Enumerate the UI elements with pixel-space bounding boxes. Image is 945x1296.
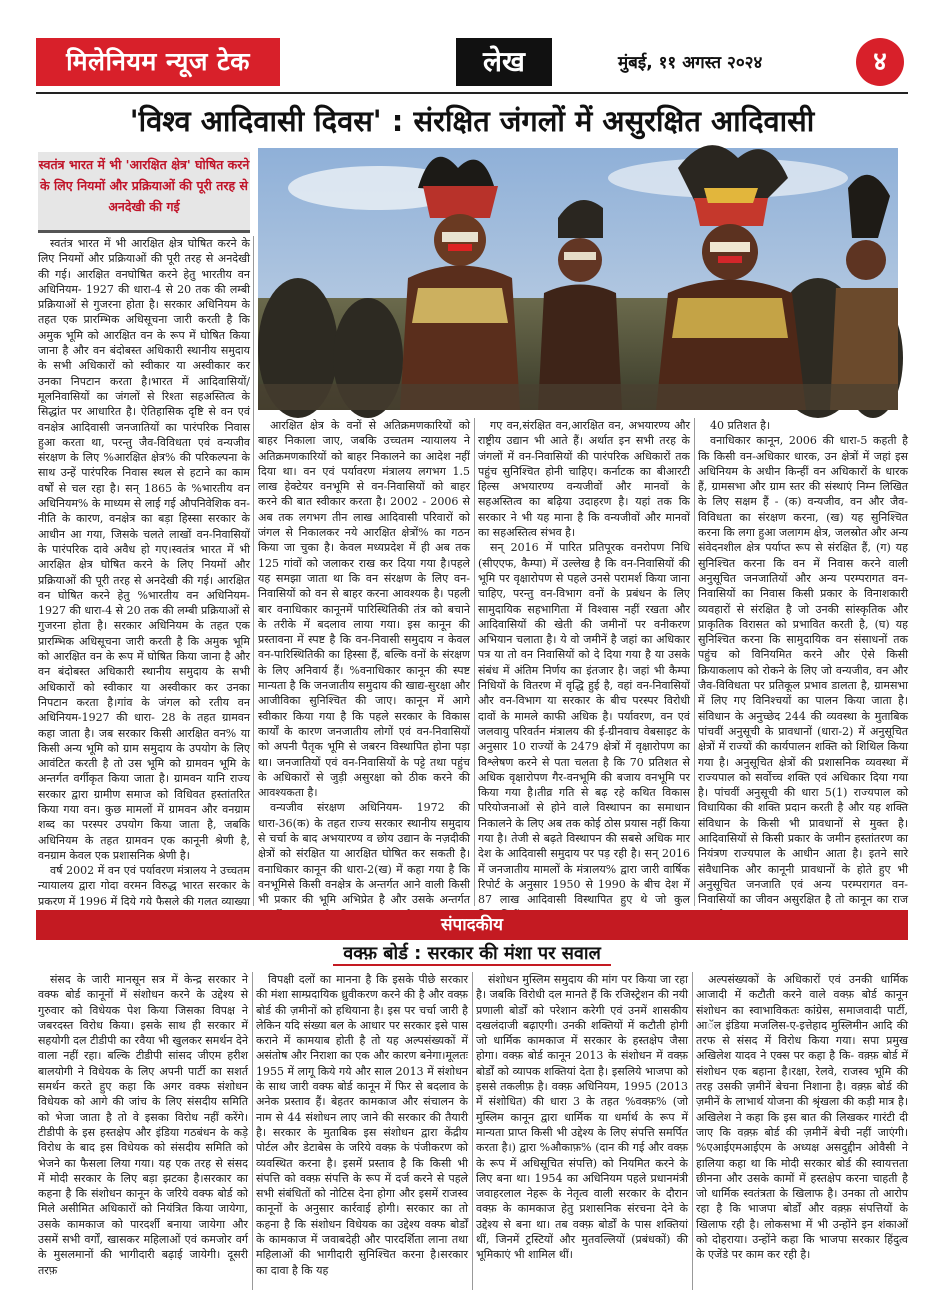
article-paragraph: आरक्षित क्षेत्र के वनों से अतिक्रमणकारियों को बाहर निकाला जाए, जबकि उच्चतम न्यायालय ने अतिक्रमणकारियों को बाहर निकालने का आदेश नहीं दिया था। वन एवं पर्यावरण मंत्रालय लगभग 1.5 लाख हेक्टेयर वनभूमि से वन-निवासियों को बाहर करने की बात स्वीकार करता है। 2002 - 2006 से अब तक लगभग तीन लाख आदिवासी परिवारों को जंगल से निकालकर नये आरक्षित क्षेत्रों% का गठन किया जा चुका है। केवल मध्यप्रदेश में ही अब तक 125 गांवों को जलाकर राख कर दिया गया है।पहले यह समझा जाता था कि वन संरक्षण के लिए वन-निवासियों को वन से बाहर करना आवश्यक है। पहली बार वनाधिकार कानूनमें पारिस्थितिकी तंत्र को बचाने के तरीके में बदलाव लाया गया। इस कानून की प्रस्तावना में स्पष्ट है कि वन-निवासी समुदाय न केवल वन-पारिस्थितिकी का हिस्सा हैं, बल्कि वनों के संरक्षण के लिए अनिवार्य हैं। %वनाधिकार कानून की स्पष्ट मान्यता है कि जनजातीय समुदाय की खाद्य-सुरक्षा और आजीविका सुनिश्चित की जाए। कानून में आगे स्वीकार किया गया है कि पहले सरकार के विकास कार्यों के कारण जनजातीय लोगों एवं वन-निवासियों को अपनी पैतृक भूमि से जबरन विस्थापित होना पड़ा था। जनजातियों एवं वन-निवासियों के पट्टे तथा पहुंच के अधिकारों से जुड़ी असुरक्षा को ठीक करने की आवश्यकता है।: [258, 419, 470, 800]
article-column-2: [258, 418, 470, 906]
column-divider: [252, 972, 253, 1290]
editorial-paragraph: विपक्षी दलों का मानना है कि इसके पीछे सरकार की मंशा साम्प्रदायिक ध्रुवीकरण करने की है और वक्फ़ बोर्ड की ज़मीनों को हथियाना है। इस पर चर्चा जारी है लेकिन यदि संख्या बल के आधार पर सरकार इसे पास कराने में कामयाब होती है तो यह अल्पसंख्यकों में असंतोष और निराशा का एक और कारण बनेगा।मूलतः 1955 में लागू किये गये और साल 2013 में संशोधन के साथ जारी वक्फ बोर्ड कानून में फिर से बदलाव के अनेक प्रस्ताव हैं। बेहतर कामकाज और संचालन के नाम से 44 संशोधन लाए जाने की सरकार की तैयारी है। सरकार के मुताबिक इस संशोधन द्वारा केंद्रीय पोर्टल और डेटाबेस के जरिये वक्फ़ के पंजीकरण को व्यवस्थित करना है। इसमें प्रस्ताव है कि किसी भी संपत्ति को वक्फ़ संपत्ति के रूप में दर्ज करने से पहले सभी संबंधितों को नोटिस देना होगा और इसमें राजस्व कानूनों के अनुसार कार्रवाई होगी। सरकार का तो कहना है कि संशोधन विधेयक का उद्देश्य वक्फ बोर्डों के कामकाज में जवाबदेही और पारदर्शिता लाना तथा महिलाओं की भागीदारी सुनिश्चित करना है।सरकार का दावा है कि यह: [256, 973, 468, 1277]
editorial-column-3: [476, 972, 688, 1290]
article-paragraph: स्वतंत्र भारत में भी आरक्षित क्षेत्र घोषित करने के लिए नियमों और प्रक्रियाओं की पूरी तरह से अनदेखी की गई। आरक्षित वनघोषित करने हेतु भारतीय वन अधिनियम- 1927 की धारा-4 से 20 तक की लम्बी प्रक्रियाओं से गुजरना होता है। सरकार अधिनियम के तहत एक प्रारम्भिक अधिसूचना जारी करती है कि अमुक भूमि को आरक्षित वन के रूप में घोषित किया जाना है और वन बंदोबस्त अधिकारी स्थानीय समुदाय के सभी अधिकारों को स्वीकार या अस्वीकार कर उनका निपटान करता है।भारत में आदिवासियों/मूलनिवासियों का जंगलों से रिश्ता सहअस्तित्व के सिद्धांत पर आधारित है। ऐतिहासिक दृष्टि से वन एवं वनक्षेत्र आदिवासी जनजातियों का पारंपरिक निवास हुआ करता था, परन्तु जैव-विविधता एवं वन्यजीव संरक्षण के लिए %आरक्षित क्षेत्र% की परिकल्पना के साथ उन्हें पारंपरिक निवास स्थल से हटाने का काम वर्षों से चल रहा है। सन् 1865 के %भारतीय वन अधिनियम% के माध्यम से लाई गई औपनिवेशिक वन-नीति के कारण, वनक्षेत्र का बड़ा हिस्सा सरकार के आधीन आ गया, जिसके चलते लाखों वन-निवासियों के पारंपरिक दावे अवैध हो गए।स्वतंत्र भारत में भी आरक्षित क्षेत्र घोषित करने के लिए नियमों और प्रक्रियाओं की पूरी तरह से अनदेखी की गई। आरक्षित वन घोषित करने हेतु %भारतीय वन अधिनियम- 1927 की धारा-4 से 20 तक की लम्बी प्रक्रियाओं से गुजरना होता है। सरकार अधिनियम के तहत एक प्रारम्भिक अधिसूचना जारी करती है कि अमुक भूमि को आरक्षित वन के रूप में घोषित किया जाना है और वन बंदोबस्त अधिकारी स्थानीय समुदाय के सभी अधिकारों को स्वीकार या अस्वीकार कर उनका निपटान करता है।गांव के जंगल को रतीय वन अधिनियम-1927 की धारा- 28 के तहत ग्रामवन कहा जाता है। जब सरकार किसी आरक्षित वन% या किसी अन्य भूमि को ग्राम समुदाय के उपयोग के लिए आवंटित करती है तो उस भूमि को ग्रामवन भूमि के अन्तर्गत वर्गीकृत किया जाता है। ग्रामवन यानि राज्य सरकार द्वारा ग्रामीण समाज को विधिवत हस्तांतरित किया गया वन। कुछ मामलों में ग्रामवन और वनग्राम शब्द का परस्पर उपयोग किया जाता है, जबकि अधिनियम के तहत ग्रामवन एक कानूनी श्रेणी है, वनग्राम केवल एक प्रशासनिक श्रेणी है।: [38, 237, 250, 862]
article-column-4: [698, 418, 908, 906]
article-paragraph: सन् 2016 में पारित प्रतिपूरक वनरोपण निधि (सीएएफ, कैम्पा) में उल्लेख है कि वन-निवासियों की भूमि पर वृक्षारोपण से पहले उनसे परामर्श किया जाना चाहिए, परन्तु वन-विभाग वनों के प्रबंधन के लिए सामुदायिक सहभागिता में विश्वास नहीं रखता और आदिवासियों की खेती की जमीनों पर वनीकरण अभियान चलाता है। ये वो जमीनें है जहां का अधिकार पत्र या तो वन निवासियों को दे दिया गया है या उसके संबंध में अंतिम निर्णय का इंतजार है। जहां भी कैम्पा निधियों के वितरण में वृद्धि हुई है, वहां वन-निवासियों और वन-विभाग या सरकार के बीच परस्पर विरोधी दावों के मामले काफी अधिक है। पर्यावरण, वन एवं जलवायु परिवर्तन मंत्रालय की ई-ग्रीनवाच वेबसाइट के अनुसार 10 राज्यों के 2479 क्षेत्रों में वृक्षारोपण का विश्लेषण करने से पता चलता है कि 70 प्रतिशत से अधिक वृक्षारोपण गैर-वनभूमि की बजाय वनभूमि पर किया गया है।तीव्र गति से बढ़ रहे कथित विकास परियोजनाओं से होने वाले विस्थापन का समाधान निकालने के लिए अब तक कोई ठोस प्रयास नहीं किया गया है। तेजी से बढ़ते विस्थापन की सबसे अधिक मार देश के आदिवासी समुदाय पर पड़ रही है। सन् 2016 में जनजातीय मामलों के मंत्रालय% द्वारा जारी वार्षिक रिपोर्ट के अनुसार 1950 से 1990 के बीच देश में 87 लाख आदिवासी विस्थापित हुए थे जो कुल: [478, 541, 690, 907]
column-divider: [472, 972, 473, 1290]
article-photo: [258, 148, 898, 410]
column-divider: [694, 418, 695, 906]
editorial-paragraph: संशोधन मुस्लिम समुदाय की मांग पर किया जा रहा है। जबकि विरोधी दल मानते हैं कि रजिस्ट्रेशन की नयी प्रणाली बोर्डों को परेशान करेगी एवं उनमें शासकीय दखलंदाजी बढ़ाएगी। उनकी शक्तियों में कटौती होगी जो धार्मिक कामकाज में सरकार के हस्तक्षेप जैसा होगा। वक्फ़ बोर्ड कानून 2013 के संशोधन में वक्फ़ बोर्डों को व्यापक शक्तियां देता है। इसलिये भाजपा को इससे तकलीफ़ है। वक्फ़ अधिनियम, 1995 (2013 में संशोधित) की धारा 3 के तहत %वक्फ़% (जो मुस्लिम कानून द्वारा धार्मिक या धर्मार्थ के रूप में मान्यता प्राप्त किसी भी उद्देश्य के लिए संपत्ति समर्पित करता है।) द्वारा %औकाफ़% (दान की गई और वक्फ़ के रूप में अधिसूचित संपत्ति) को नियमित करने के लिए बना था। 1954 का अधिनियम पहले प्रधानमंत्री जवाहरलाल नेहरू के नेतृत्व वाली सरकार के दौरान वक्फ़ के कामकाज हेतु प्रशासनिक संरचना देने के उद्देश्य से बना था। तब वक्फ़ बोर्डों के पास शक्तियां थीं, जिनमें ट्रस्टियों और मुतवल्लियों (प्रबंधकों) की भूमिकाएं भी शामिल थीं।: [476, 973, 688, 1262]
masthead-divider: [36, 92, 908, 94]
editorial-paragraph: संसद के जारी मानसून सत्र में केन्द्र सरकार ने वक्फ बोर्ड कानूनों में संशोधन करने के उद्देश्य से गुरुवार को विधेयक पेश किया जिसका विपक्ष ने जबरदस्त विरोध किया। इसके साथ ही सरकार में सहयोगी दल टीडीपी का रवैया भी खुलकर समर्थन देने वाला नहीं रहा। बल्कि टीडीपी सांसद जीएम हरीश बालयोगी ने विधेयक के लिए अपनी पार्टी का सशर्त समर्थन करते हुए कहा कि अगर वक्फ संशोधन विधेयक को आगे की जांच के लिए संसदीय समिति को भेजा जाता है तो वे इसका विरोध नहीं करेंगे। टीडीपी के इस हस्तक्षेप और इंडिया गठबंधन के कड़े विरोध के बाद इस विधेयक को संसदीय समिति को भेजने का फैसला लिया गया। यह एक तरह से संसद में मोदी सरकार के लिए बड़ा झटका है।सरकार का कहना है कि संशोधन कानून के जरिये वक्फ बोर्ड को मिले असीमित अधिकारों को नियंत्रित किया जायेगा, उसके कामकाज को पारदर्शी बनाया जायेगा और उसमें सभी वर्गों, खासकर महिलाओं एवं कमजोर वर्ग के मुसलमानों की भागीदारी बढ़ाई जायेगी। दूसरी तरफ़: [38, 973, 248, 1277]
column-divider: [474, 418, 475, 906]
article-column-3: [478, 418, 690, 906]
editorial-column-2: [256, 972, 468, 1290]
editorial-headline: वक्फ़ बोर्ड : सरकार की मंशा पर सवाल: [333, 943, 611, 966]
editorial-column-4: [696, 972, 908, 1290]
page-number-badge: ४: [856, 38, 904, 86]
editorial-paragraph: अल्पसंख्यकों के अधिकारों एवं उनकी धार्मिक आजादी में कटौती करने वाले वक्फ़ बोर्ड कानून संशोधन का स्वाभाविकतः कांग्रेस, समाजवादी पार्टी, आॅल इंडिया मजलिस-ए-इत्तेहाद मुस्लिमीन आदि की तरफ से संसद में विरोध किया गया। सपा प्रमुख अखिलेश यादव ने एक्स पर कहा है कि- वक़्फ़ बोर्ड में संशोधन एक बहाना है।रक्षा, रेलवे, राजस्व भूमि की तरह उसकी ज़मीनें बेचना निशाना है। वक़्फ़ बोर्ड की ज़मीनें के लाभार्थ योजना की श्रृंखला की कड़ी मात्र है। अखिलेश ने कहा कि इस बात की लिखकर गारंटी दी जाए कि वक़्फ़ बोर्ड की ज़मीनें बेची नहीं जाएंगी।%एआईएमआईएम के अध्यक्ष असदुद्दीन ओवैसी ने हालिया कहा था कि मोदी सरकार बोर्ड की स्वायत्तता छीनना और उसके कामों में हस्तक्षेप करना चाहती है जो धार्मिक स्वतंत्रता के खिलाफ है। उनका तो आरोप रहा है कि भाजपा बोर्डों और वक़्फ़ संपत्तियों के खिलाफ रही है। लोकसभा में भी उन्होंने इन शंकाओं को दोहराया। उन्होंने कहा कि भाजपा सरकार हिंदुत्व के एजेंडे पर काम कर रही है।: [696, 973, 908, 1262]
article-paragraph: 40 प्रतिशत है।: [710, 419, 771, 432]
article-paragraph: वन्यजीव संरक्षण अधिनियम- 1972 की धारा-36(क) के तहत राज्य सरकार स्थानीय समुदाय से चर्चा के बाद अभयारण्य व छोय उद्यान के नज़दीकी क्षेत्रों को संरक्षित या आरक्षित घोषित कर सकती है। वनाधिकार कानून की धारा-2(ख) में कहा गया है कि वनभूमिसे किसी वनक्षेत्र के अन्तर्गत आने वाली किसी भी प्रकार की भूमि अभिप्रेत है और उसके अन्तर्गत: [258, 801, 470, 907]
article-paragraph: वनाधिकार कानून, 2006 की धारा-5 कहती है कि किसी वन-अधिकार धारक, उन क्षेत्रों में जहां इस अधिनियम के अधीन किन्हीं वन अधिकारों के धारक हैं, ग्रामसभा और ग्राम स्तर की संस्थाएं निम्न लिखित के लिए सक्षम हैं - (क) वन्यजीव, वन और जैव-विविधता का संरक्षण करना, (ख) यह सुनिश्चित करना कि लगा हुआ जलागम क्षेत्र, जलस्रोत और अन्य संवेदनशील क्षेत्र पर्याप्त रूप से संरक्षित हैं, (ग) यह सुनिश्चित करना कि वन में निवास करने वाली अनुसूचित जनजातियों और अन्य परम्परागत वन-निवासियों का निवास किसी प्रकार के विनाशकारी व्यवहारों से संरक्षित है जो उनकी सांस्कृतिक और प्राकृतिक विरासत को प्रभावित करती है, (घ) यह सुनिश्चित करना कि सामुदायिक वन संसाधनों तक पहुंच को विनियमित करने और ऐसे किसी क्रियाकलाप को रोकने के लिए जो वन्यजीव, वन और जैव-विविधता पर प्रतिकूल प्रभाव डालता है, ग्रामसभा में लिए गए विनिश्चयों का पालन किया जाता है।संविधान के अनुच्छेद 244 की व्यवस्था के मुताबिक पांचवीं अनुसूची के प्रावधानों (धारा-2) में अनुसूचित क्षेत्रों में राज्यों की कार्यपालन शक्ति को शिथिल किया गया है। अनुसूचित क्षेत्रों की प्रशासनिक व्यवस्था में राज्यपाल को सर्वोच्च शक्ति एवं अधिकार दिया गया है। पांचवीं अनुसूची की धारा 5(1) राज्यपाल को विधायिका की शक्ति प्रदान करती है और यह शक्ति संविधान के किसी भी प्रावधानों से मुक्त है। आदिवासियों से किसी प्रकार के जमीन हस्तांतरण का नियंत्रण राज्यपाल के आधीन आता है। इतने सारे संवैधानिक और कानूनी प्रावधानों के होते हुए भी अनुसूचित जनजाति एवं अन्य परम्परागत वन-निवासियों का जीवन असुरक्षित है तो कानून का राज: [698, 434, 908, 907]
article-headline: 'विश्व आदिवासी दिवस' : संरक्षित जंगलों में असुरक्षित आदिवासी: [129, 104, 815, 138]
newspaper-brand: मिलेनियम न्यूज टेक: [36, 38, 280, 86]
section-label: लेख: [456, 38, 552, 86]
column-divider: [253, 236, 254, 906]
article-paragraph: वर्ष 2002 में वन एवं पर्यावरण मंत्रालय ने उच्चतम न्यायालय द्वारा गोदा वरमन विरुद्ध भारत सरकार के प्रकरण में 1996 में दिये गये फैसले की गलत व्याख्या: [38, 864, 250, 908]
tribal-festival-image: [258, 148, 898, 410]
column-divider: [692, 972, 693, 1290]
editorial-column-1: [38, 972, 248, 1290]
article-column-1: [38, 236, 250, 906]
editorial-banner: संपादकीय: [36, 910, 908, 940]
article-paragraph: गए वन,संरक्षित वन,आरक्षित वन, अभयारण्य और राष्ट्रीय उद्यान भी आते हैं। अर्थात इन सभी तरह के जंगलों में वन-निवासियों की पारंपरिक अधिकारों तक पहुंच सुनिश्चित होनी चाहिए। कर्नाटक का बीआरटी हिल्स अभयारण्य वन्यजीवों और मानवों के सहअस्तित्व का बढ़िया उदाहरण है। यहां तक कि सरकार ने भी यह माना है कि वन्यजीवों और मानवों का सहअस्तित्व संभव है।: [478, 419, 690, 540]
editorial-headline-wrap: [36, 940, 908, 968]
issue-date: मुंबई, ११ अगस्त २०२४: [618, 53, 763, 73]
masthead: [36, 38, 908, 88]
article-subhead: स्वतंत्र भारत में भी 'आरक्षित क्षेत्र' घोषित करने के लिए नियमों और प्रक्रियाओं की पूरी तरह से अनदेखी की गई: [38, 152, 250, 233]
